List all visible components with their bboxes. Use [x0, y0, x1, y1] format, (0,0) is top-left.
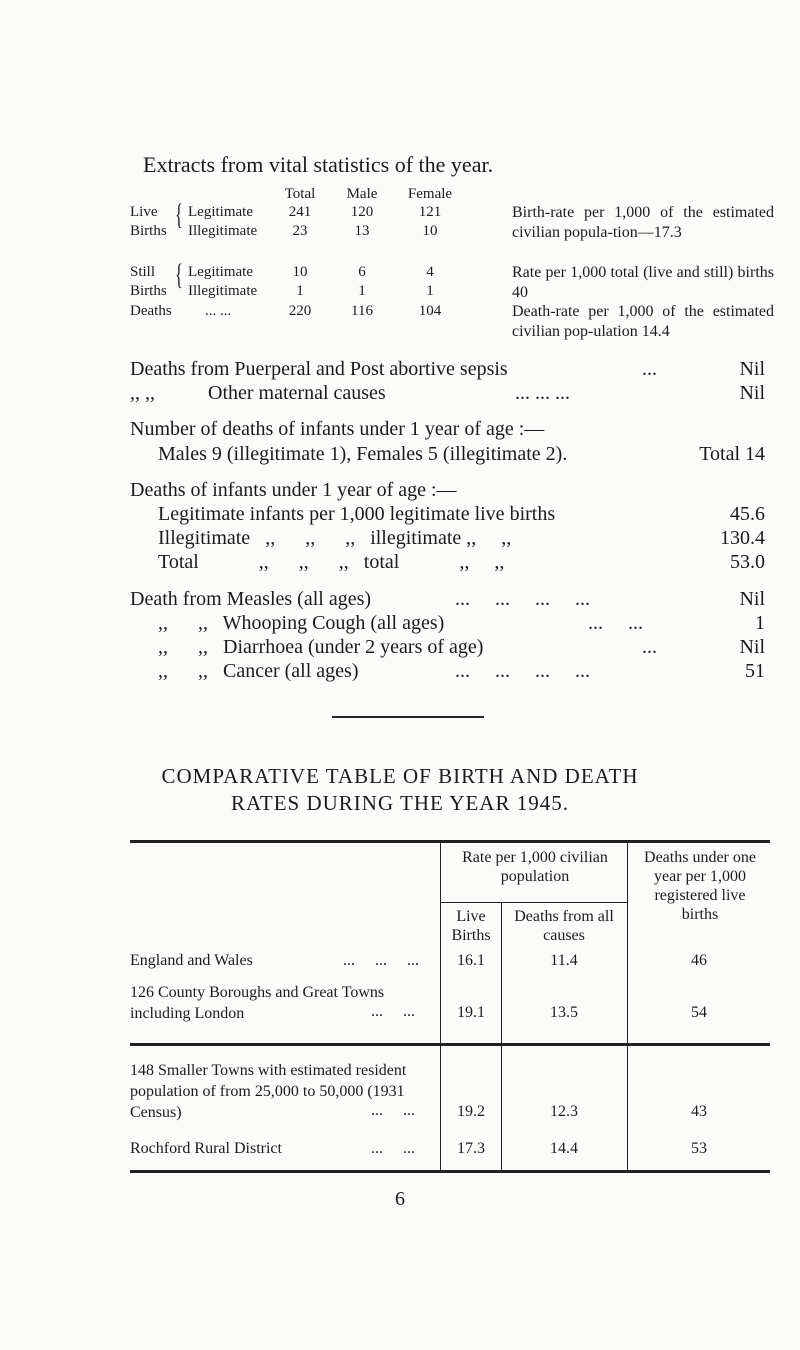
row-deaths: 12.3	[550, 1103, 578, 1120]
still-legitimate-female: 4	[426, 264, 434, 280]
birth-rate-note: Birth-rate per 1,000 of the estimated civilian popula-tion—17.3	[512, 204, 774, 241]
live-legitimate-male: 120	[350, 204, 374, 220]
live-illegitimate-male: 13	[354, 223, 370, 239]
cause-diarrhoea-dots: ...	[642, 636, 657, 658]
table-subheader-rule	[441, 902, 627, 903]
row-dots: ... ...	[371, 1003, 415, 1020]
row-label: 148 Smaller Towns with estimated resident population of from 25,000 to 50,000 (1931 Census)	[130, 1062, 407, 1121]
row-deaths: 13.5	[550, 1004, 578, 1021]
cause-cancer: ,, ,, Cancer (all ages)	[158, 660, 359, 682]
table-vrule-1	[440, 843, 441, 1043]
section-divider	[332, 716, 484, 718]
table-vrule-3	[501, 903, 502, 1043]
row-deaths: 11.4	[550, 952, 578, 969]
cause-whooping-cough-dots: ... ...	[588, 612, 643, 634]
cause-measles: Death from Measles (all ages)	[130, 588, 372, 610]
still-legitimate-label: Legitimate	[188, 264, 253, 280]
cause-cancer-dots: ... ... ... ...	[455, 660, 590, 682]
infant-rate-label-illegitimate: Illegitimate ,, ,, ,, illegitimate ,, ,,	[158, 527, 512, 549]
still-legitimate-total: 10	[292, 264, 308, 280]
row-infant: 54	[691, 1004, 707, 1021]
row-infant: 43	[691, 1103, 707, 1120]
cause-measles-value: Nil	[739, 588, 765, 610]
puerperal-line-2: Other maternal causes	[208, 382, 386, 404]
row-infant: 46	[691, 952, 707, 969]
table-top-rule	[130, 840, 770, 843]
table-vrule-3-cont	[501, 1046, 502, 1170]
still-illegitimate-label: Illegitimate	[188, 283, 258, 299]
still-illegitimate-total: 1	[296, 283, 304, 299]
row-live-births: 17.3	[457, 1140, 485, 1157]
row-label: England and Wales	[130, 952, 253, 969]
still-rate-note: Rate per 1,000 total (live and still) births 40	[512, 264, 774, 301]
live-illegitimate-total: 23	[292, 223, 308, 239]
infant-number-total: Total 14	[699, 443, 765, 465]
page-heading: Extracts from vital statistics of the year.	[143, 152, 494, 177]
cause-measles-dots: ... ... ... ...	[455, 588, 590, 610]
puerperal-line-2-value: Nil	[739, 382, 765, 404]
deaths-male: 116	[351, 303, 373, 319]
page-number: 6	[395, 1188, 405, 1210]
brace-icon: {	[175, 258, 183, 291]
col-header-female: Female	[407, 186, 453, 202]
header-deaths-all-causes: Deaths from all causes	[514, 908, 614, 944]
deaths-label: Deaths	[130, 303, 172, 319]
infant-rate-value-total: 53.0	[730, 551, 765, 573]
row-live-births: 19.2	[457, 1103, 485, 1120]
cause-diarrhoea-value: Nil	[739, 636, 765, 658]
puerperal-line-1: Deaths from Puerperal and Post abortive sepsis	[130, 358, 508, 380]
puerperal-line-1-value: Nil	[739, 358, 765, 380]
deaths-female: 104	[418, 303, 442, 319]
live-legitimate-total: 241	[288, 204, 312, 220]
infant-rate-label-legitimate: Legitimate infants per 1,000 legitimate live births	[158, 503, 556, 525]
row-dots: ... ... ...	[343, 952, 419, 969]
table-vrule-1-cont	[440, 1046, 441, 1170]
table-vrule-2	[627, 843, 628, 1043]
table-bottom-rule	[130, 1043, 770, 1046]
brace-icon: {	[175, 198, 183, 231]
live-legitimate-female: 121	[418, 204, 442, 220]
infant-number-line-1: Number of deaths of infants under 1 year of age :—	[130, 418, 545, 440]
still-legitimate-male: 6	[358, 264, 366, 280]
comparative-title-line-2: RATES DURING THE YEAR 1945.	[231, 791, 569, 815]
puerperal-line-1-dots: ...	[642, 358, 657, 380]
row-label: Rochford Rural District	[130, 1140, 282, 1157]
still-births-group-label-1: Still	[130, 264, 156, 280]
col-header-male: Male	[346, 186, 378, 202]
row-dots: ... ...	[371, 1102, 415, 1119]
deaths-total: 220	[288, 303, 312, 319]
infant-rate-value-illegitimate: 130.4	[720, 527, 765, 549]
cause-cancer-value: 51	[745, 660, 765, 682]
still-illegitimate-male: 1	[358, 283, 366, 299]
row-live-births: 19.1	[457, 1004, 485, 1021]
death-rate-note: Death-rate per 1,000 of the estimated civilian pop-ulation 14.4	[512, 303, 774, 340]
still-illegitimate-female: 1	[426, 283, 434, 299]
row-label: 126 County Boroughs and Great Towns including London	[130, 984, 385, 1022]
still-births-group-label-2: Births	[130, 283, 167, 299]
puerperal-line-2-prefix: ,, ,,	[130, 382, 155, 404]
infant-number-line-2: Males 9 (illegitimate 1), Females 5 (illegitimate 2).	[158, 443, 568, 465]
row-deaths: 14.4	[550, 1140, 578, 1157]
table-vrule-2-cont	[627, 1046, 628, 1170]
live-illegitimate-label: Illegitimate	[188, 223, 258, 239]
live-births-group-label-2: Births	[130, 223, 167, 239]
header-infant-deaths: Deaths under one year per 1,000 registered live births	[644, 849, 756, 923]
row-dots: ... ...	[371, 1140, 415, 1157]
header-rate-group: Rate per 1,000 civilian population	[462, 849, 608, 885]
col-header-total: Total	[284, 186, 316, 202]
row-infant: 53	[691, 1140, 707, 1157]
puerperal-line-2-dots: ... ... ...	[515, 382, 570, 404]
infant-rates-heading: Deaths of infants under 1 year of age :—	[130, 479, 457, 501]
table-final-rule	[130, 1170, 770, 1173]
live-births-group-label-1: Live	[130, 204, 158, 220]
infant-rate-value-legitimate: 45.6	[730, 503, 765, 525]
cause-diarrhoea: ,, ,, Diarrhoea (under 2 years of age)	[158, 636, 484, 658]
cause-whooping-cough-value: 1	[755, 612, 765, 634]
deaths-dots: ... ...	[205, 303, 232, 319]
row-live-births: 16.1	[457, 952, 485, 969]
header-live-births: Live Births	[451, 908, 491, 944]
live-illegitimate-female: 10	[422, 223, 438, 239]
cause-whooping-cough: ,, ,, Whooping Cough (all ages)	[158, 612, 445, 634]
live-legitimate-label: Legitimate	[188, 204, 253, 220]
comparative-title-line-1: COMPARATIVE TABLE OF BIRTH AND DEATH	[161, 764, 639, 788]
infant-rate-label-total: Total ,, ,, ,, total ,, ,,	[158, 551, 505, 573]
